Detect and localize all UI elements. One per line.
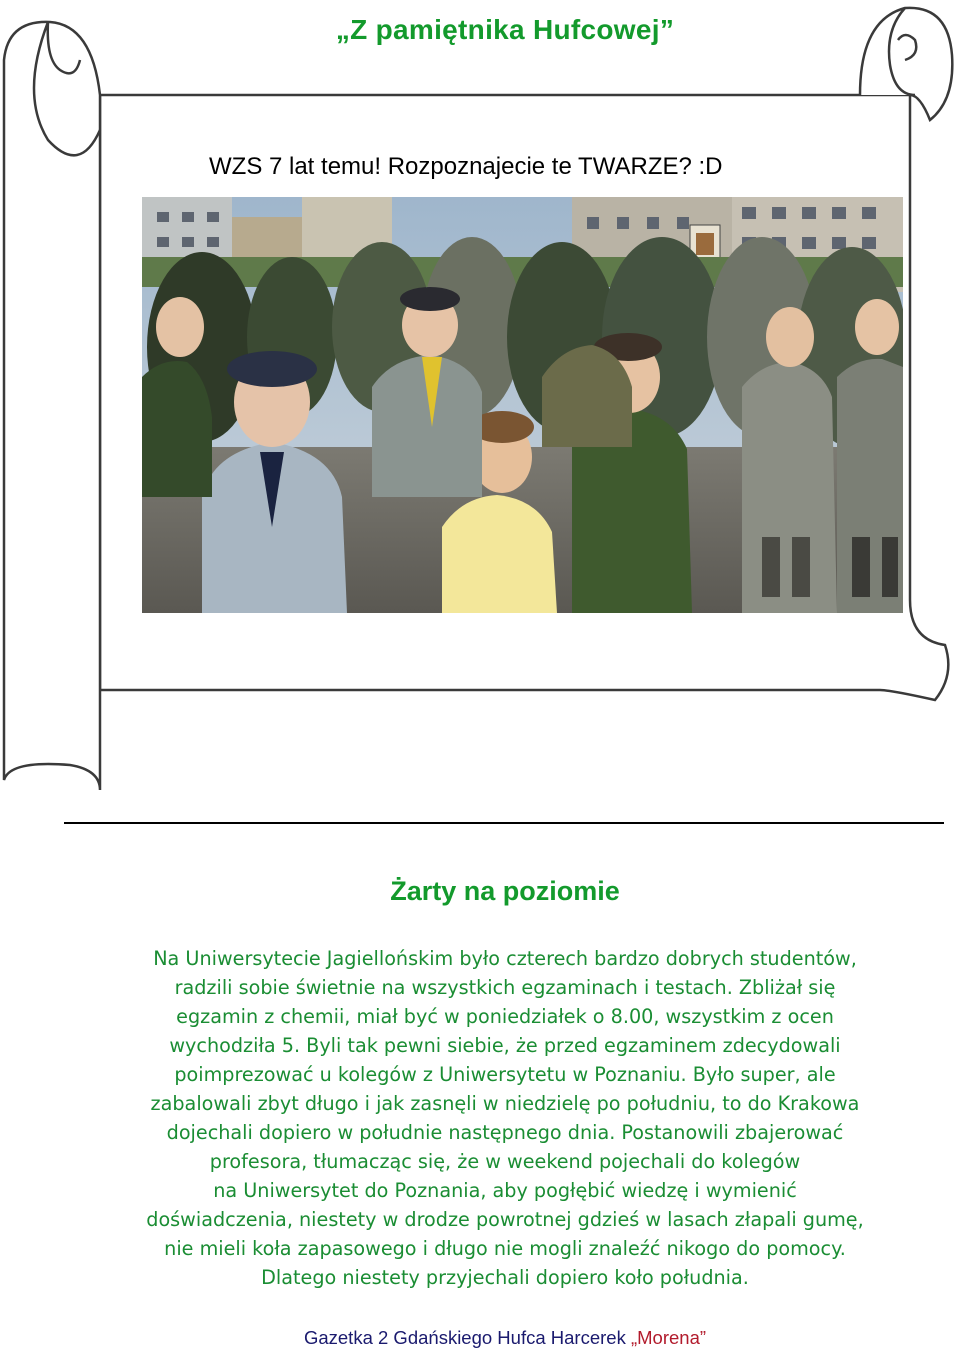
- article-line: doświadczenia, niestety w drodze powrotnej gdzieś w lasach złapali gumę,: [146, 1208, 864, 1231]
- article-body: [52, 944, 958, 1292]
- article-line: wychodziła 5. Byli tak pewni siebie, że przed egzaminem zdecydowali: [169, 1034, 841, 1057]
- article-line: nie mieli koła zapasowego i długo nie mogli znaleźć nikogo do pomocy.: [164, 1237, 846, 1260]
- footer-accent: „Morena”: [630, 1327, 707, 1348]
- article-line: profesora, tłumacząc się, że w weekend pojechali do kolegów: [209, 1150, 801, 1173]
- footer-text: Gazetka 2 Gdańskiego Hufca Harcerek: [303, 1327, 631, 1348]
- page-footer: [0, 1327, 960, 1349]
- article-line: egzamin z chemii, miał być w poniedziałek o 8.00, wszystkim z ocen: [176, 1005, 834, 1028]
- article-line: Na Uniwersytecie Jagiellońskim było czterech bardzo dobrych studentów,: [153, 947, 857, 970]
- article-title: Żarty na poziomie: [390, 876, 620, 906]
- section-divider: [64, 822, 944, 824]
- page-header-title: „Z pamiętnika Hufcowej”: [335, 14, 675, 45]
- scouts-parade-photo: [142, 197, 903, 613]
- photo-caption: WZS 7 lat temu! Rozpoznajecie te TWARZE? :D: [209, 153, 723, 180]
- article-line: zabalowali zbyt długo i jak zasnęli w niedzielę po południu, to do Krakowa: [150, 1092, 860, 1115]
- article-line: radzili sobie świetnie na wszystkich egzaminach i testach. Zbliżał się: [174, 976, 836, 999]
- article-line: dojechali dopiero w południe następnego dnia. Postanowili zbajerować: [166, 1121, 844, 1144]
- article-line: na Uniwersytet do Poznania, aby pogłębić wiedzę i wymienić: [213, 1179, 797, 1202]
- article-line: Dlatego niestety przyjechali dopiero koło południa.: [261, 1266, 749, 1289]
- article-line: poimprezować u kolegów z Uniwersytetu w Poznaniu. Było super, ale: [174, 1063, 836, 1086]
